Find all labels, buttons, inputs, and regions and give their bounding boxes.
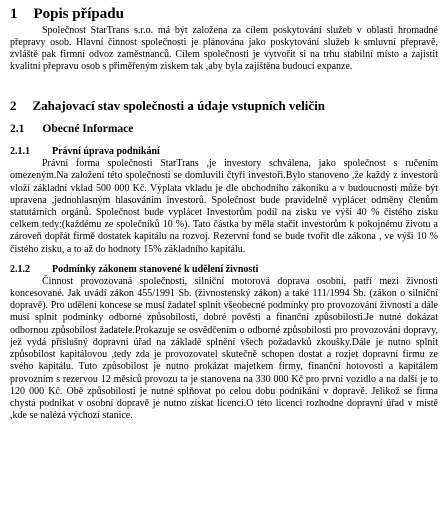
section-1-heading — [10, 6, 438, 23]
section-2-1-1-title: Právní úprava podnikání — [52, 146, 160, 158]
section-2-title: Zahajovací stav společnosti a údaje vstupních veličin — [32, 98, 326, 114]
section-2-number: 2 — [10, 98, 17, 114]
section-2-1-1-number: 2.1.1 — [10, 146, 30, 158]
section-1-paragraph: Společnost StarTrans s.r.o. má být založena za cílem poskytování služeb v oblasti hromadné přepravy osob. Hlavní činnost společnosti je plánována jako poskytování služeb k smluvní přepravě, zvláště pak firmní odvoz zaměstnanců. Cílem společnosti je vytvořit si na trhu stabilní místo a zajistit kvalitní přepravu osob s přiměřeným ziskem tak ,aby byla zajištěna budoucí expanze. — [10, 24, 438, 73]
section-2-1-title: Obecné Informace — [42, 122, 134, 135]
section-2-1-1-paragraph: Právní forma společnosti StarTrans ,je investory schválena, jako společnost s ručením omezeným.Na založení této společnosti se domluvili čtyři investoři.Bylo stanoveno ,že každý z investorů vloží základní vklad 500 000 Kč. Výplata vkladu je dle obchodního zákoníku a v budoucnosti může být upravena ,jednohlasným hlasováním investorů. Společnost bude pravidelně vyplácet odměny členům statutárních orgánů. Společnost bude vyplácet Investorům podíl na zisku ve výši 40 % čistého zisku celkem tedy:(každému ze společníků 10 %). Tato částka by měla stačit investorům k pokojnému životu a zároveň dopřát firmě dostatek kapitálu na rozvoj. Rezervní fond se bude tvořit dle zákona , ve výši 10 % čistého zisku, a to až do hodnoty 15% základního kapitálu. — [10, 158, 438, 255]
section-2-heading — [10, 99, 438, 113]
section-2-1-2-paragraph: Činnost provozovaná společností, silniční motorová doprava osobní, patří mezi živnosti koncesované. Jak uvádí zákon 455/1991 Sb. (živnostenský zákon) a také 111/1994 Sb. (zákon o silniční dopravě). Pro udělení koncese se musí žadatel splnit všeobecné podmínky pro provozování živnosti a dále musí splnit podmínky odborné způsobilosti, dobré pověsti a finanční způsobilosti.Je nutné dokázat odbornou způsobilost žadatele.Prokazuje se osvědčením o odborné způsobilosti pro provozování dopravy, jež vydá příslušný dopravní úřad na základě splnění všech požadavků zkoušky.Dále je nutno splnit způsobilost kapitálovou ,tedy zda je provozovatel skutečně schopen dostat a rozjet dopravní firmu ze svého kapitálu. Tuto způsobilost je nutno prokázat majetkem firmy, finanční hotovosti a kapitálem provozním s rezervou 12 měsíců provozu ta je stanovena na 330 000 Kč pro první vozidlo a na další je to 120 000 Kč. Obě způsobilosti je nutné splňovat po celou dobu podnikání v dopravě. Jelikož se firma chystá podnikat v osobní dopravě je nutno získat licenci.O této licenci rozhodne dopravní úřad v místě ,kde se nalézá výchozí stanice. — [10, 275, 438, 422]
section-2-1-heading — [10, 123, 438, 136]
section-1-number: 1 — [10, 6, 18, 22]
section-2-1-2-title: Podmínky zákonem stanovené k udělení živnosti — [52, 263, 259, 275]
section-1-title: Popis případu — [33, 6, 124, 22]
section-2-1-number: 2.1 — [10, 122, 25, 135]
section-2-1-1-heading — [10, 146, 438, 157]
section-2-1-2-number: 2.1.2 — [10, 263, 30, 275]
section-2-1-2-heading — [10, 264, 438, 275]
